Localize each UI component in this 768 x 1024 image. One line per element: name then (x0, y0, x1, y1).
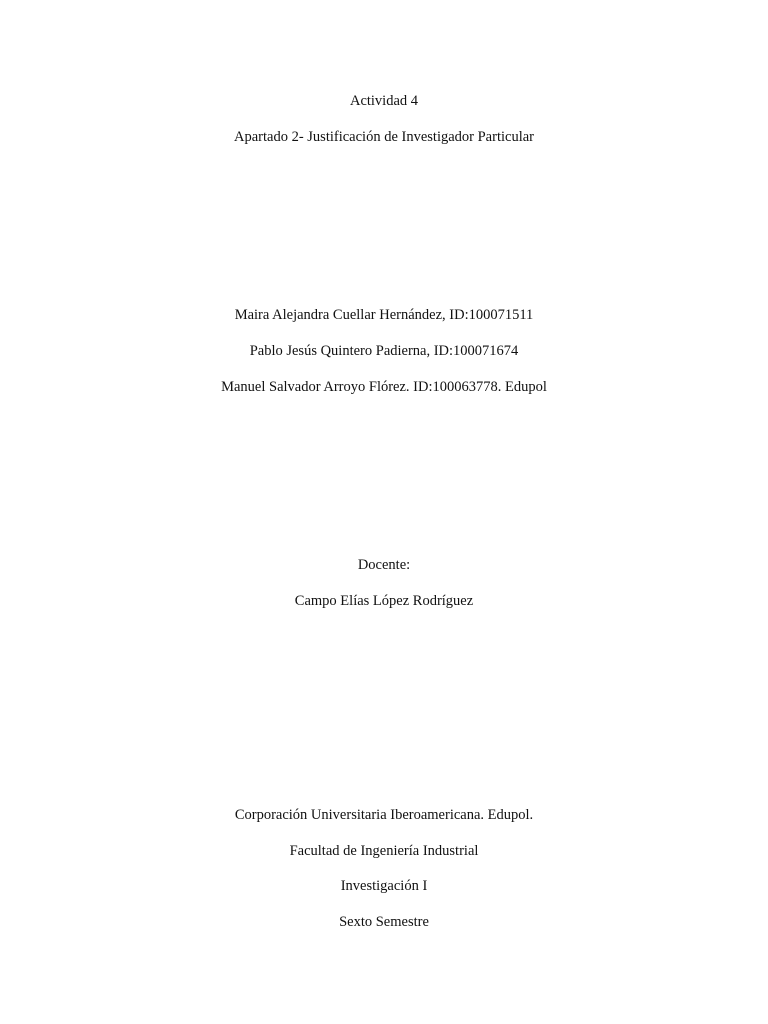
teacher-label: Docente: (357, 557, 411, 573)
author-1: Maira Alejandra Cuellar Hernández, ID:100071511 (234, 307, 534, 323)
author-2: Pablo Jesús Quintero Padierna, ID:100071674 (249, 343, 519, 359)
document-title: Actividad 4 (349, 93, 419, 109)
institution: Corporación Universitaria Iberoamericana. Edupol. (234, 807, 534, 823)
course: Investigación I (340, 878, 428, 894)
document-subtitle: Apartado 2- Justificación de Investigador Particular (234, 129, 534, 145)
semester: Sexto Semestre (339, 914, 429, 930)
teacher-name: Campo Elías López Rodríguez (294, 593, 474, 609)
faculty: Facultad de Ingeniería Industrial (289, 843, 479, 859)
author-3: Manuel Salvador Arroyo Flórez. ID:100063778. Edupol (221, 379, 547, 395)
